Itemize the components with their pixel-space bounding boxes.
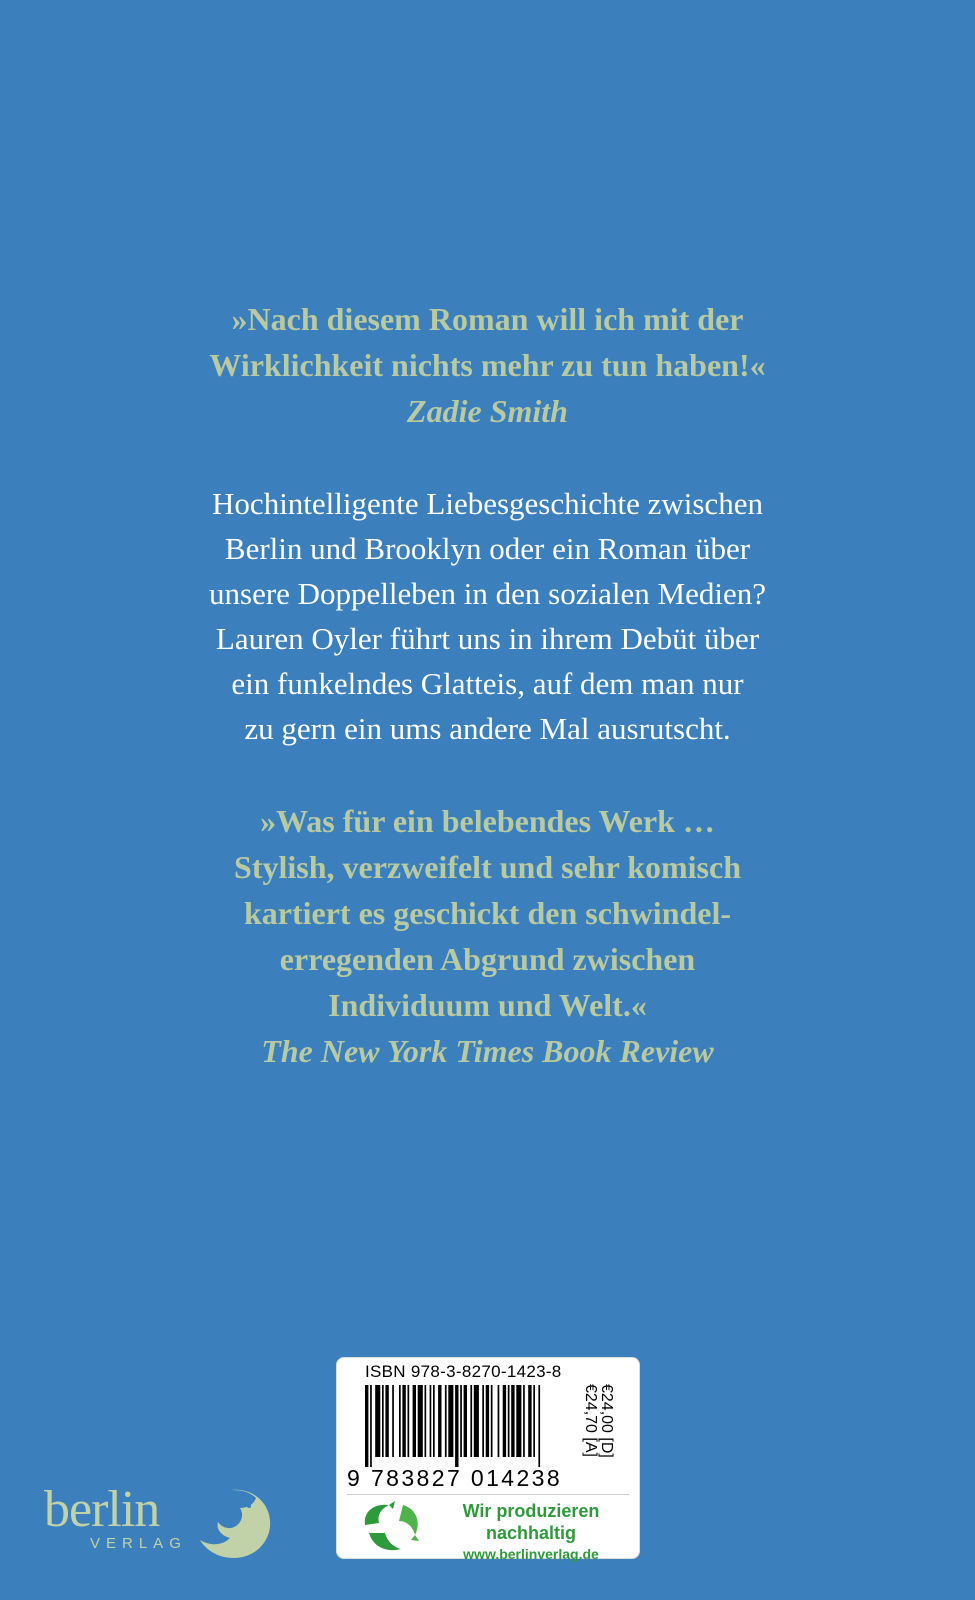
barcode-bar	[498, 1385, 500, 1457]
barcode-bar	[413, 1385, 416, 1457]
price-block	[582, 1384, 633, 1494]
barcode-bar	[538, 1385, 540, 1467]
barcode-bar	[382, 1385, 384, 1457]
barcode-bar	[430, 1385, 432, 1457]
logo-subtitle: VERLAG	[90, 1535, 187, 1552]
blurb-line: Lauren Oyler führt uns in ihrem Debüt über	[215, 621, 760, 656]
quote-attribution: The New York Times Book Review	[261, 1033, 714, 1069]
price-austria: €24,70 [A]	[582, 1384, 599, 1457]
barcode-bar	[408, 1385, 410, 1457]
quote-line: Wirklichkeit nichts mehr zu tun haben!«	[209, 347, 766, 383]
barcode-bar	[399, 1385, 401, 1457]
barcode-bar	[474, 1385, 479, 1457]
quote-line: Stylish, verzweifelt und sehr komisch	[234, 849, 741, 885]
barcode-bar	[528, 1385, 531, 1457]
barcode-bar	[385, 1385, 388, 1457]
barcode-bar	[433, 1385, 435, 1457]
barcode-bar	[486, 1385, 489, 1457]
barcode-bar	[418, 1385, 423, 1457]
barcode-bar	[503, 1385, 506, 1457]
price-germany: €24,00 [D]	[598, 1384, 615, 1458]
barcode-bar	[482, 1385, 484, 1457]
barcode-bar	[438, 1385, 441, 1457]
barcode-bar	[392, 1385, 394, 1457]
quote-line: erregenden Abgrund zwischen	[279, 941, 696, 977]
barcode-bar	[516, 1385, 521, 1457]
barcode-bar	[445, 1385, 447, 1457]
quote-line: »Was für ein belebendes Werk …	[260, 803, 715, 839]
review-quote-nyt	[0, 798, 975, 1074]
divider	[347, 1494, 629, 1495]
logo-wordmark: berlin	[44, 1481, 160, 1538]
barcode-bar	[370, 1385, 372, 1467]
publisher-url: www.berlinverlag.de	[463, 1546, 599, 1562]
barcode-bar	[523, 1385, 525, 1457]
review-quote-zadie-smith	[0, 296, 975, 434]
barcode-digits: 9 783827 014238	[347, 1465, 563, 1491]
barcode-bar	[402, 1385, 405, 1457]
quote-line: kartiert es geschickt den schwindel-	[243, 895, 732, 931]
barcode-bar	[470, 1385, 472, 1457]
sustainability-note	[433, 1500, 629, 1564]
blurb-line: ein funkelndes Glatteis, auf dem man nur	[231, 666, 744, 701]
quote-line: »Nach diesem Roman will ich mit der	[231, 301, 744, 337]
barcode-bar	[491, 1385, 493, 1457]
publisher-logo	[44, 1480, 274, 1570]
eco-line: Wir produzieren	[462, 1501, 600, 1521]
book-blurb	[0, 481, 975, 751]
barcode-bar	[365, 1385, 368, 1467]
blurb-line: Berlin und Brooklyn oder ein Roman über	[224, 531, 751, 566]
eco-line: nachhaltig	[485, 1523, 576, 1543]
barcode-label	[336, 1357, 640, 1562]
barcode-bar	[460, 1385, 462, 1457]
barcode-bar	[375, 1385, 380, 1457]
barcode-bar	[533, 1385, 535, 1457]
barcode-bar	[508, 1385, 510, 1457]
barcode-bar	[511, 1385, 514, 1457]
recycling-leaves-icon	[359, 1499, 423, 1555]
quote-attribution: Zadie Smith	[407, 393, 568, 429]
blurb-line: unsere Doppelleben in den sozialen Medien?	[209, 576, 766, 611]
blurb-line: zu gern ein ums andere Mal ausrutscht.	[244, 711, 731, 746]
bear-icon	[192, 1484, 274, 1562]
isbn-text: ISBN 978-3-8270-1423-8	[365, 1362, 562, 1381]
barcode-icon	[365, 1385, 590, 1467]
barcode-bar	[464, 1385, 467, 1457]
barcode-bar	[448, 1385, 453, 1457]
barcode-bar	[425, 1385, 427, 1457]
barcode-bar	[455, 1385, 458, 1467]
quote-line: Individuum und Welt.«	[328, 987, 647, 1023]
blurb-line: Hochintelligente Liebesgeschichte zwischen	[212, 486, 763, 521]
